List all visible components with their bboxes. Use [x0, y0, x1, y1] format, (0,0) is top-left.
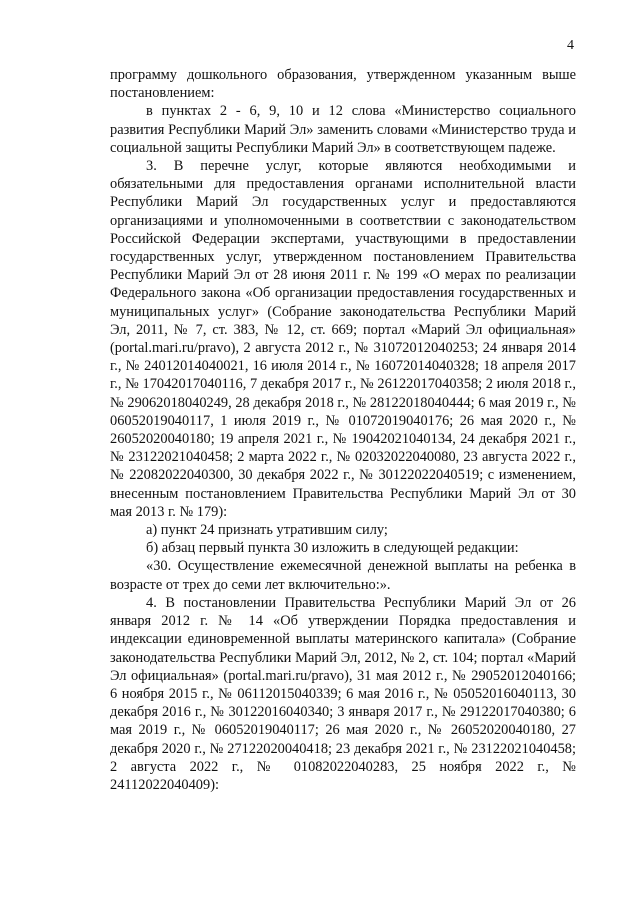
paragraph-continuation: программу дошкольного образования, утвержденном указанным выше постановлением:	[110, 67, 576, 102]
document-body	[110, 66, 576, 794]
paragraph-subitem-a: а) пункт 24 признать утратившим силу;	[146, 522, 388, 539]
paragraph-item-3: 3. В перечне услуг, которые являются необходимыми и обязательными для предоставления органами исполнительной власти Республики Марий Эл государственных услуг и предоставляются организациями и уполномоченными в соответствии с законодательством Российской Федерации экспертами, участвующими в предоставлении государственных услуг, утвержденном постановлением Правительства Республики Марий Эл от 28 июня 2011 г. № 199 «О мерах по реализации Федерального закона «Об организации предоставления государственных и муниципальных услуг» (Собрание законодательства Республики Марий Эл, 2011, № 7, ст. 383, № 12, ст. 669; портал «Марий Эл официальная» (portal.mari.ru/pravo), 2 августа 2012 г., № 31072012040253; 24 января 2014 г., № 24012014040021, 16 июля 2014 г., № 16072014040328; 18 апреля 2017 г., № 17042017040116, 7 декабря 2017 г., № 26122017040358; 2 июля 2018 г., № 29062018040249, 28 декабря 2018 г., № 28122018040444; 6 мая 2019 г., № 06052019040117, 1 июля 2019 г., № 01072019040176; 26 мая 2020 г., № 26052020040180; 19 апреля 2021 г., № 19042021040134, 24 декабря 2021 г., № 23122021040458; 2 марта 2022 г., № 02032022040080, 23 августа 2022 г., № 22082022040300, 30 декабря 2022 г., № 30122022040519; с изменением, внесенным постановлением Правительства Республики Марий Эл от 30 мая 2013 г. № 179):	[110, 158, 576, 520]
page-number: 4	[567, 38, 574, 53]
paragraph-item-2-replacement: в пунктах 2 - 6, 9, 10 и 12 слова «Министерство социального развития Республики Марий Эл» заменить словами «Министерство труда и социальной защиты Республики Марий Эл» в соответствующем падеже.	[110, 103, 576, 156]
paragraph-quote-30: «30. Осуществление ежемесячной денежной выплаты на ребенка в возрасте от трех до семи лет включительно:».	[110, 558, 576, 593]
paragraph-item-4: 4. В постановлении Правительства Республики Марий Эл от 26 января 2012 г. № 14 «Об утверждении Порядка предоставления и индексации единовременной выплаты материнского капитала» (Собрание законодательства Республики Марий Эл, 2012, № 2, ст. 104; портал «Марий Эл официальная» (portal.mari.ru/pravo), 31 мая 2012 г., № 29052012040166; 6 ноября 2015 г., № 06112015040339; 6 мая 2016 г., № 05052016040113, 30 декабря 2016 г., № 30122016040340; 3 января 2017 г., № 29122017040380; 6 мая 2019 г., № 06052019040117; 26 мая 2020 г., № 26052020040180, 27 декабря 2020 г., № 27122020040418; 23 декабря 2021 г., № 23122021040458; 2 августа 2022 г., № 01082022040283, 25 ноября 2022 г., № 24112022040409):	[110, 594, 576, 793]
paragraph-subitem-b: б) абзац первый пункта 30 изложить в следующей редакции:	[146, 540, 519, 557]
